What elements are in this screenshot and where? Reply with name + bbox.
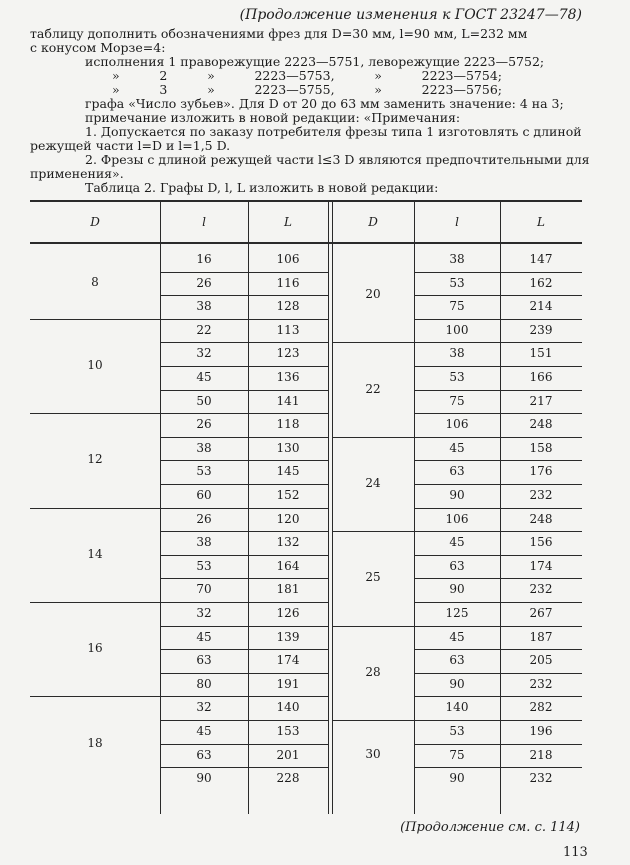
group-rule — [332, 626, 414, 627]
row-rule — [414, 696, 582, 697]
L-value-cell: 217 — [529, 393, 553, 408]
l-value-cell: 32 — [196, 606, 212, 620]
l-value-cell: 63 — [196, 653, 212, 668]
group-rule — [30, 413, 160, 414]
l-value-cell: 45 — [196, 724, 212, 738]
L-value-cell: 140 — [276, 700, 300, 715]
l-value-cell: 53 — [449, 370, 465, 384]
d-value-cell: 30 — [365, 747, 381, 762]
L-value-cell: 123 — [276, 346, 300, 361]
table-header-cell: L — [537, 215, 545, 229]
l-value-cell: 45 — [449, 629, 465, 644]
text-line: примечание изложить в новой редакции: «Примечания: — [85, 110, 461, 125]
row-rule — [414, 437, 582, 438]
L-value-cell: 191 — [276, 676, 300, 691]
row-rule — [414, 649, 582, 650]
row-rule — [160, 390, 328, 391]
L-value-cell: 164 — [276, 558, 300, 573]
d-value-cell: 20 — [365, 287, 381, 302]
text-line: с конусом Морзе=4: — [30, 40, 166, 55]
L-value-cell: 116 — [276, 275, 300, 290]
l-value-cell: 75 — [449, 747, 465, 762]
l-value-cell: 53 — [196, 464, 212, 479]
l-value-cell: 63 — [449, 558, 465, 573]
l-value-cell: 90 — [449, 771, 465, 786]
d-value-cell: 28 — [365, 664, 381, 679]
text-line: 2. Фрезы с длиной режущей части l≤3 D являются предпочтительными для — [85, 152, 590, 167]
L-value-cell: 201 — [276, 747, 300, 762]
text-line: графа «Число зубьев». Для D от 20 до 63 мм заменить значение: 4 на 3; — [85, 96, 564, 111]
L-value-cell: 239 — [529, 322, 553, 337]
l-value-cell: 90 — [196, 771, 212, 786]
text-line: таблицу дополнить обозначениями фрез для D=30 мм, l=90 мм, L=232 мм — [30, 26, 528, 41]
row-rule — [414, 767, 582, 768]
row-rule — [414, 366, 582, 367]
d-value-cell: 25 — [365, 570, 381, 585]
L-value-cell: 158 — [529, 440, 553, 455]
l-value-cell: 75 — [449, 299, 465, 314]
l-value-cell: 63 — [196, 747, 212, 762]
L-value-cell: 232 — [529, 771, 553, 786]
l-value-cell: 80 — [196, 676, 212, 691]
L-value-cell: 141 — [276, 393, 300, 408]
L-value-cell: 218 — [529, 747, 553, 762]
l-value-cell: 38 — [449, 252, 465, 266]
L-value-cell: 152 — [276, 488, 300, 502]
group-rule — [30, 508, 160, 509]
L-value-cell: 126 — [276, 606, 300, 620]
l-value-cell: 63 — [449, 464, 465, 479]
d-value-cell: 18 — [87, 735, 103, 750]
row-rule — [160, 767, 328, 768]
l-value-cell: 53 — [196, 558, 212, 573]
table-header-cell: D — [90, 215, 100, 229]
l-value-cell: 106 — [445, 417, 469, 432]
row-rule — [414, 272, 582, 273]
l-value-cell: 38 — [196, 440, 212, 455]
l-value-cell: 32 — [196, 700, 212, 715]
L-value-cell: 248 — [529, 417, 553, 432]
text-line: 1. Допускается по заказу потребителя фрезы типа 1 изготовлять с длиной — [85, 124, 582, 139]
row-rule — [160, 673, 328, 674]
row-rule — [414, 626, 582, 627]
row-rule — [160, 696, 328, 697]
l-value-cell: 60 — [196, 488, 212, 502]
row-rule — [414, 342, 582, 343]
l-value-cell: 70 — [196, 582, 212, 597]
l-value-cell: 26 — [196, 417, 212, 432]
d-value-cell: 14 — [87, 546, 103, 561]
text-line: режущей части l=D и l=1,5 D. — [30, 138, 231, 153]
text-line: применения». — [30, 166, 124, 181]
row-rule — [414, 295, 582, 296]
L-value-cell: 130 — [276, 440, 300, 455]
row-rule — [414, 390, 582, 391]
page-header: (Продолжение изменения к ГОСТ 23247—78) — [239, 7, 582, 23]
row-rule — [414, 555, 582, 556]
l-value-cell: 63 — [449, 653, 465, 668]
L-value-cell: 136 — [276, 370, 300, 384]
l-value-cell: 32 — [196, 346, 212, 361]
row-rule — [160, 626, 328, 627]
l-value-cell: 50 — [196, 393, 212, 408]
l-value-cell: 90 — [449, 488, 465, 502]
L-value-cell: 205 — [529, 653, 553, 668]
group-rule — [332, 720, 414, 721]
L-value-cell: 176 — [529, 464, 553, 479]
d-value-cell: 12 — [87, 452, 103, 467]
table-header-cell: D — [368, 215, 378, 229]
L-value-cell: 166 — [529, 370, 553, 384]
l-value-cell: 53 — [449, 724, 465, 738]
L-value-cell: 145 — [276, 464, 300, 479]
text-line: » 3 » 2223—5755, » 2223—5756; — [112, 82, 502, 97]
L-value-cell: 118 — [276, 417, 300, 432]
group-rule — [332, 437, 414, 438]
l-value-cell: 38 — [449, 346, 465, 361]
L-value-cell: 232 — [529, 488, 553, 502]
l-value-cell: 38 — [196, 535, 212, 550]
l-value-cell: 75 — [449, 393, 465, 408]
d-value-cell: 10 — [87, 358, 103, 372]
l-value-cell: 26 — [196, 275, 212, 290]
l-value-cell: 90 — [449, 676, 465, 691]
L-value-cell: 187 — [529, 629, 553, 644]
row-rule — [160, 555, 328, 556]
d-value-cell: 8 — [91, 275, 99, 290]
l-value-cell: 16 — [196, 252, 212, 266]
l-value-cell: 140 — [445, 700, 469, 715]
row-rule — [160, 272, 328, 273]
L-value-cell: 248 — [529, 511, 553, 526]
row-rule — [160, 531, 328, 532]
row-rule — [160, 578, 328, 579]
L-value-cell: 214 — [529, 299, 553, 314]
L-value-cell: 128 — [276, 299, 300, 314]
L-value-cell: 156 — [529, 535, 553, 550]
L-value-cell: 267 — [529, 606, 553, 620]
L-value-cell: 132 — [276, 535, 300, 550]
L-value-cell: 139 — [276, 629, 300, 644]
text-line: исполнения 1 праворежущие 2223—5751, леворежущие 2223—5752; — [85, 54, 545, 69]
L-value-cell: 162 — [529, 275, 553, 290]
row-rule — [160, 366, 328, 367]
row-rule — [414, 319, 582, 320]
row-rule — [160, 413, 328, 414]
row-rule — [160, 295, 328, 296]
L-value-cell: 174 — [276, 653, 300, 668]
l-value-cell: 22 — [196, 322, 212, 337]
row-rule — [160, 508, 328, 509]
l-value-cell: 26 — [196, 511, 212, 526]
row-rule — [160, 460, 328, 461]
l-value-cell: 45 — [196, 370, 212, 384]
row-rule — [414, 413, 582, 414]
row-rule — [160, 319, 328, 320]
row-rule — [160, 602, 328, 603]
table-header-cell: L — [284, 215, 292, 229]
row-rule — [414, 484, 582, 485]
L-value-cell: 282 — [529, 700, 553, 715]
page-footer: (Продолжение см. с. 114) — [400, 820, 580, 835]
L-value-cell: 151 — [529, 346, 553, 361]
table-header-cell: l — [202, 215, 206, 229]
L-value-cell: 106 — [276, 252, 300, 266]
group-rule — [30, 319, 160, 320]
L-value-cell: 174 — [529, 558, 553, 573]
row-rule — [414, 744, 582, 745]
row-rule — [160, 744, 328, 745]
row-rule — [160, 437, 328, 438]
row-rule — [160, 649, 328, 650]
row-rule — [414, 720, 582, 721]
l-value-cell: 45 — [449, 535, 465, 550]
row-rule — [160, 342, 328, 343]
l-value-cell: 90 — [449, 582, 465, 597]
group-rule — [332, 342, 414, 343]
L-value-cell: 232 — [529, 582, 553, 597]
l-value-cell: 45 — [196, 629, 212, 644]
l-value-cell: 125 — [445, 606, 469, 620]
row-rule — [160, 720, 328, 721]
row-rule — [414, 508, 582, 509]
L-value-cell: 147 — [529, 252, 553, 266]
L-value-cell: 228 — [276, 771, 300, 786]
L-value-cell: 181 — [276, 582, 300, 597]
row-rule — [160, 484, 328, 485]
l-value-cell: 53 — [449, 275, 465, 290]
L-value-cell: 153 — [276, 724, 300, 738]
l-value-cell: 45 — [449, 440, 465, 455]
L-value-cell: 196 — [529, 724, 553, 738]
l-value-cell: 100 — [445, 322, 469, 337]
row-rule — [414, 460, 582, 461]
group-rule — [30, 696, 160, 697]
row-rule — [414, 602, 582, 603]
l-value-cell: 106 — [445, 511, 469, 526]
l-value-cell: 38 — [196, 299, 212, 314]
L-value-cell: 113 — [276, 322, 300, 337]
center-divider — [328, 200, 329, 814]
table-header-cell: l — [455, 215, 459, 229]
text-line: » 2 » 2223—5753, » 2223—5754; — [112, 68, 502, 83]
L-value-cell: 232 — [529, 676, 553, 691]
row-rule — [414, 531, 582, 532]
d-value-cell: 24 — [365, 476, 381, 490]
d-value-cell: 22 — [365, 381, 381, 396]
row-rule — [414, 673, 582, 674]
page-number: 113 — [563, 845, 588, 860]
row-rule — [414, 578, 582, 579]
group-rule — [332, 531, 414, 532]
text-line: Таблица 2. Графы D, l, L изложить в новой редакции: — [85, 180, 439, 195]
group-rule — [30, 602, 160, 603]
L-value-cell: 120 — [276, 511, 300, 526]
d-value-cell: 16 — [87, 641, 103, 656]
